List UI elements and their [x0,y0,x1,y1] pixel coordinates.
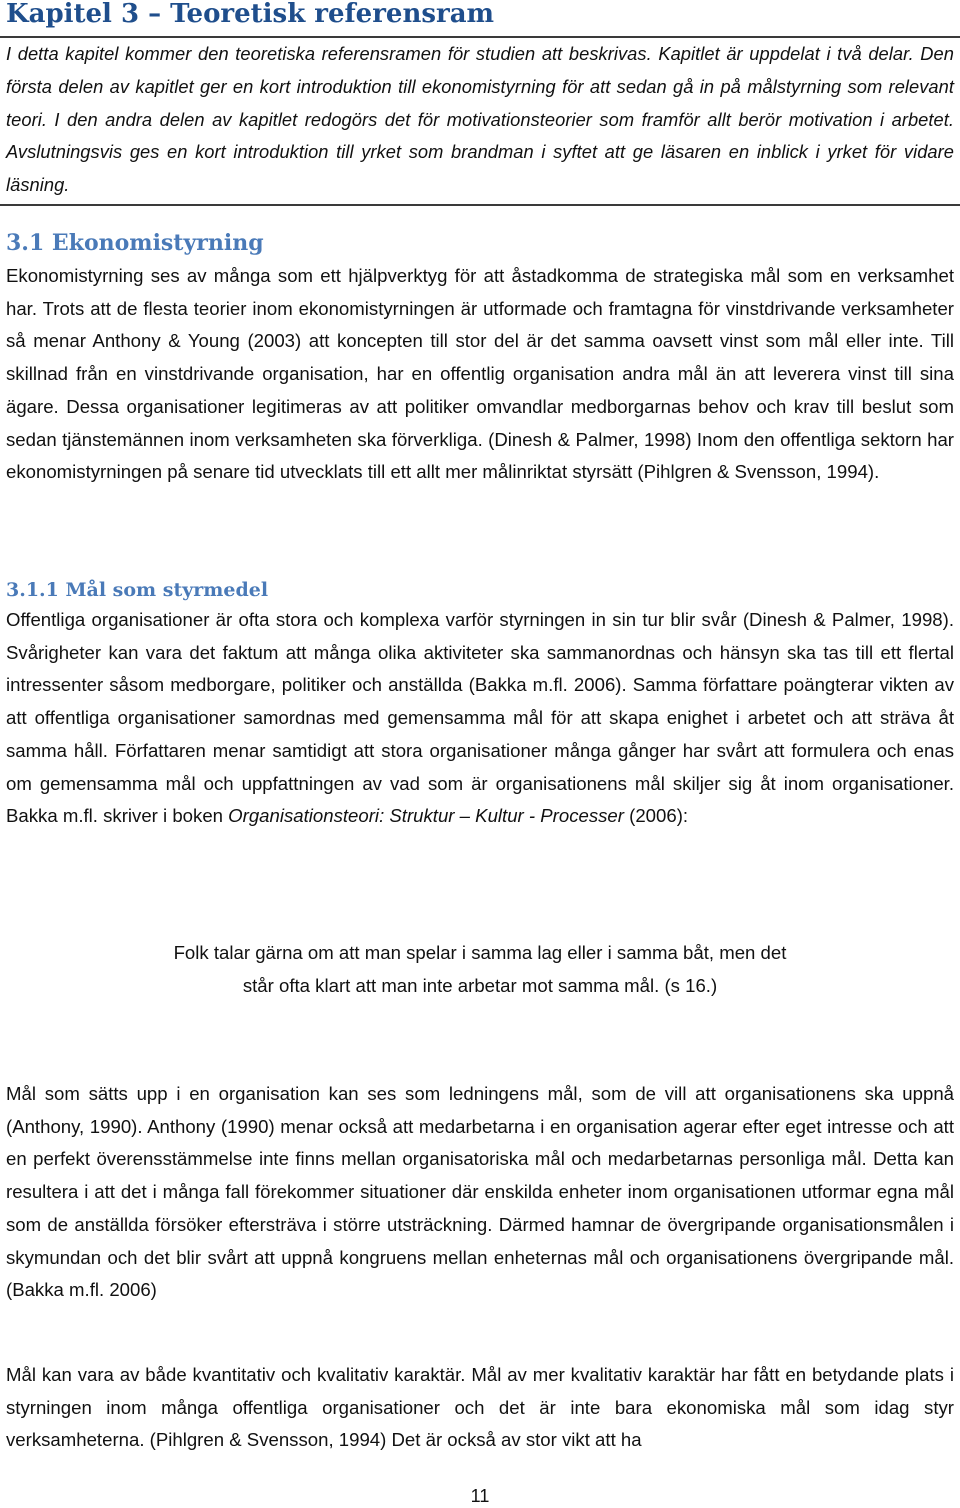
section-heading-3-1: 3.1 Ekonomistyrning [6,230,264,256]
section-3-1-1-paragraph-3: Mål kan vara av både kvantitativ och kvalitativ karaktär. Mål av mer kvalitativ karaktär har fått en betydande plats i styrningen inom många offentliga organisationer och det är inte bara ekonomiska mål som idag styr verksamheterna. (Pihlgren & Svensson, 1994) Det är också av stor vikt att ha [6,1364,954,1451]
section-3-1-1-paragraph-2: Mål som sätts upp i en organisation kan ses som ledningens mål, som de vill att organisationens ska uppnå (Anthony, 1990). Anthony (1990) menar också att medarbetarna i en organisation agerar efter eget intresse och att en perfekt överensstämmelse inte finns mellan organisatoriska mål och medarbetarnas personliga mål. Detta kan resultera i att det i många fall förekommer situationer där enskilda enheter inom organisationen utformar egna mål som de anställda försöker eftersträva i större utsträckning. Därmed hamnar de övergripande organisationsmålen i skymundan och det blir svårt att uppnå kongruens mellan enheternas mål och organisationens övergripande mål. (Bakka m.fl. 2006) [6,1083,954,1301]
section-3-1-paragraph: Ekonomistyrning ses av många som ett hjälpverktyg för att åstadkomma de strategiska mål som en verksamhet har. Trots att de flesta teorier inom ekonomistyrningen är utformade och framtagna för vinstdrivande verksamheter så menar Anthony & Young (2003) att koncepten till stor del är det samma oavsett vinst som mål eller inte. Till skillnad från en vinstdrivande organisation, har en offentlig organisation andra mål än att leverera vinst till sina ägare. Dessa organisationer legitimeras av att politiker omvandlar medborgarnas behov och krav till beslut som sedan tjänstemännen inom verksamheten ska förverkliga. (Dinesh & Palmer, 1998) Inom den offentliga sektorn har ekonomistyrningen på senare tid utvecklats till ett allt mer målinriktat styrsätt (Pihlgren & Svensson, 1994). [6,265,954,483]
chapter-intro: I detta kapitel kommer den teoretiska referensramen för studien att beskrivas. Kapitlet är uppdelat i två delar. Den första delen av kapitlet ger en kort introduktion till ekonomistyrning för att sedan gå in på målstyrning som relevant teori. I den andra delen av kapitlet redogörs det för motivationsteorier som framför allt berör motivation i arbetet. Avslutningsvis ges en kort introduktion till yrket som brandman i syftet att ge läsaren en inblick i yrket för vidare läsning. [6,43,954,196]
quote-line-2: står ofta klart att man inte arbetar mot samma mål. (s 16.) [242,975,718,996]
section-3-1-1-paragraph [6,604,954,833]
paragraph-tail: (2006): [629,805,689,827]
section-heading-3-1-1: 3.1.1 Mål som styrmedel [6,579,269,601]
quote-line-1: Folk talar gärna om att man spelar i samma lag eller i samma båt, men det [173,942,787,963]
page-number: 11 [470,1486,490,1506]
paragraph-text: Offentliga organisationer är ofta stora och komplexa varför styrningen in sin tur blir svår (Dinesh & Palmer, 1998). Svårigheter kan vara det faktum att många olika aktiviteter ska sammanordnas och hänsyn ska tas till ett flertal intressenter såsom medborgare, politiker och anställda (Bakka m.fl. 2006). Samma författare poängterar vikten av att offentliga organisationer samordnas med gemensamma mål för att skapa enighet i arbetet och att sträva åt samma håll. Författaren menar samtidigt att stora organisationer många gånger har svårt att formulera och enas om gemensamma mål och uppfattningen av vad som är organisationens mål skiljer sig åt inom organisationer. Bakka m.fl. skriver i boken [6,609,954,827]
divider-intro [0,204,960,206]
chapter-title: Kapitel 3 – Teoretisk referensram [6,0,495,29]
book-title: Organisationsteori: Struktur – Kultur - Processer [228,805,624,827]
block-quote [106,936,854,1002]
